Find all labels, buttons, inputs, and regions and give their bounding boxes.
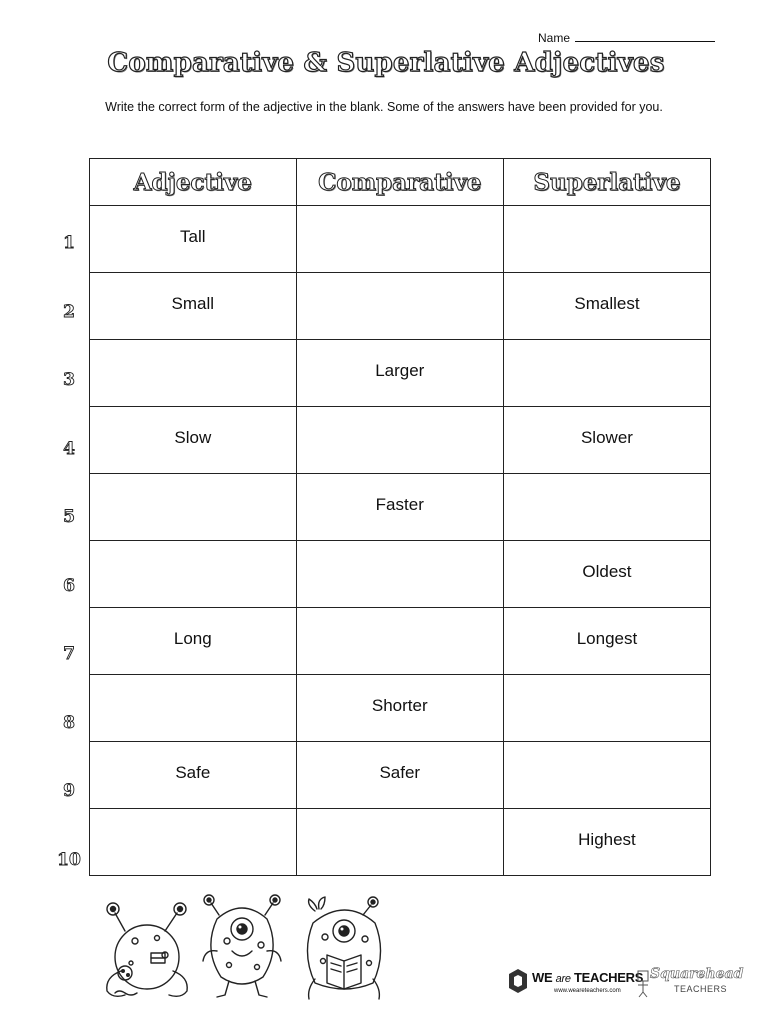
worksheet-title: Comparative & Superlative Adjectives	[107, 48, 665, 78]
weareteachers-url: www.weareteachers.com	[554, 988, 621, 994]
comparative-cell[interactable]: Shorter	[296, 675, 503, 742]
row-number: 8	[63, 713, 75, 733]
row-number: 4	[63, 439, 75, 459]
adjective-cell[interactable]: Slow	[90, 407, 297, 474]
row-number: 1	[63, 233, 75, 253]
comparative-cell[interactable]	[296, 809, 503, 876]
squarehead-wordmark: Squarehead	[650, 966, 744, 982]
adjective-cell[interactable]: Safe	[90, 742, 297, 809]
table-row	[90, 474, 711, 541]
comparative-cell[interactable]	[296, 407, 503, 474]
row-number: 10	[57, 850, 81, 870]
comparative-cell[interactable]: Faster	[296, 474, 503, 541]
row-number: 2	[63, 302, 75, 322]
row-number: 5	[63, 507, 75, 527]
adjective-cell[interactable]: Small	[90, 273, 297, 340]
table-row	[90, 541, 711, 608]
adjective-cell[interactable]	[90, 809, 297, 876]
superlative-cell[interactable]	[503, 206, 710, 273]
comparative-cell[interactable]	[296, 541, 503, 608]
superlative-cell[interactable]	[503, 675, 710, 742]
adjectives-table	[89, 158, 711, 876]
table-row	[90, 742, 711, 809]
column-header-superlative: Superlative	[503, 159, 710, 206]
squarehead-teachers-text: TEACHERS	[674, 984, 728, 994]
adjective-cell[interactable]	[90, 474, 297, 541]
adjective-cell[interactable]	[90, 340, 297, 407]
squarehead-figure-icon	[636, 970, 650, 998]
superlative-cell[interactable]: Highest	[503, 809, 710, 876]
row-number: 9	[63, 781, 75, 801]
name-label: Name	[538, 31, 571, 45]
monster-characters-illustration	[95, 893, 405, 1005]
comparative-cell[interactable]	[296, 206, 503, 273]
superlative-cell[interactable]: Slower	[503, 407, 710, 474]
monster-right	[307, 897, 380, 999]
adjective-cell[interactable]: Tall	[90, 206, 297, 273]
table-row	[90, 675, 711, 742]
row-number: 7	[63, 644, 75, 664]
monster-middle	[203, 895, 281, 997]
comparative-cell[interactable]	[296, 608, 503, 675]
table-row	[90, 340, 711, 407]
table-header-row	[90, 159, 711, 206]
table-row	[90, 608, 711, 675]
table-row	[90, 407, 711, 474]
row-number: 3	[63, 370, 75, 390]
instructions-text: Write the correct form of the adjective in the blank. Some of the answers have been provided for you.	[105, 100, 663, 114]
name-field[interactable]	[538, 30, 715, 45]
adjective-cell[interactable]: Long	[90, 608, 297, 675]
weareteachers-mark-icon	[508, 968, 528, 994]
column-header-comparative: Comparative	[296, 159, 503, 206]
table-row	[90, 206, 711, 273]
table-row	[90, 273, 711, 340]
monster-left	[107, 903, 187, 996]
comparative-cell[interactable]: Larger	[296, 340, 503, 407]
superlative-cell[interactable]: Oldest	[503, 541, 710, 608]
name-blank-line[interactable]	[575, 30, 715, 42]
adjective-cell[interactable]	[90, 675, 297, 742]
adjective-cell[interactable]	[90, 541, 297, 608]
row-number: 6	[63, 576, 75, 596]
column-header-adjective: Adjective	[90, 159, 297, 206]
weareteachers-wordmark: WE are TEACHERS	[532, 970, 644, 985]
squarehead-teachers-logo	[636, 964, 762, 1002]
comparative-cell[interactable]	[296, 273, 503, 340]
superlative-cell[interactable]	[503, 340, 710, 407]
weareteachers-logo	[506, 966, 644, 1000]
table-row	[90, 809, 711, 876]
superlative-cell[interactable]	[503, 474, 710, 541]
superlative-cell[interactable]: Smallest	[503, 273, 710, 340]
superlative-cell[interactable]: Longest	[503, 608, 710, 675]
comparative-cell[interactable]: Safer	[296, 742, 503, 809]
superlative-cell[interactable]	[503, 742, 710, 809]
